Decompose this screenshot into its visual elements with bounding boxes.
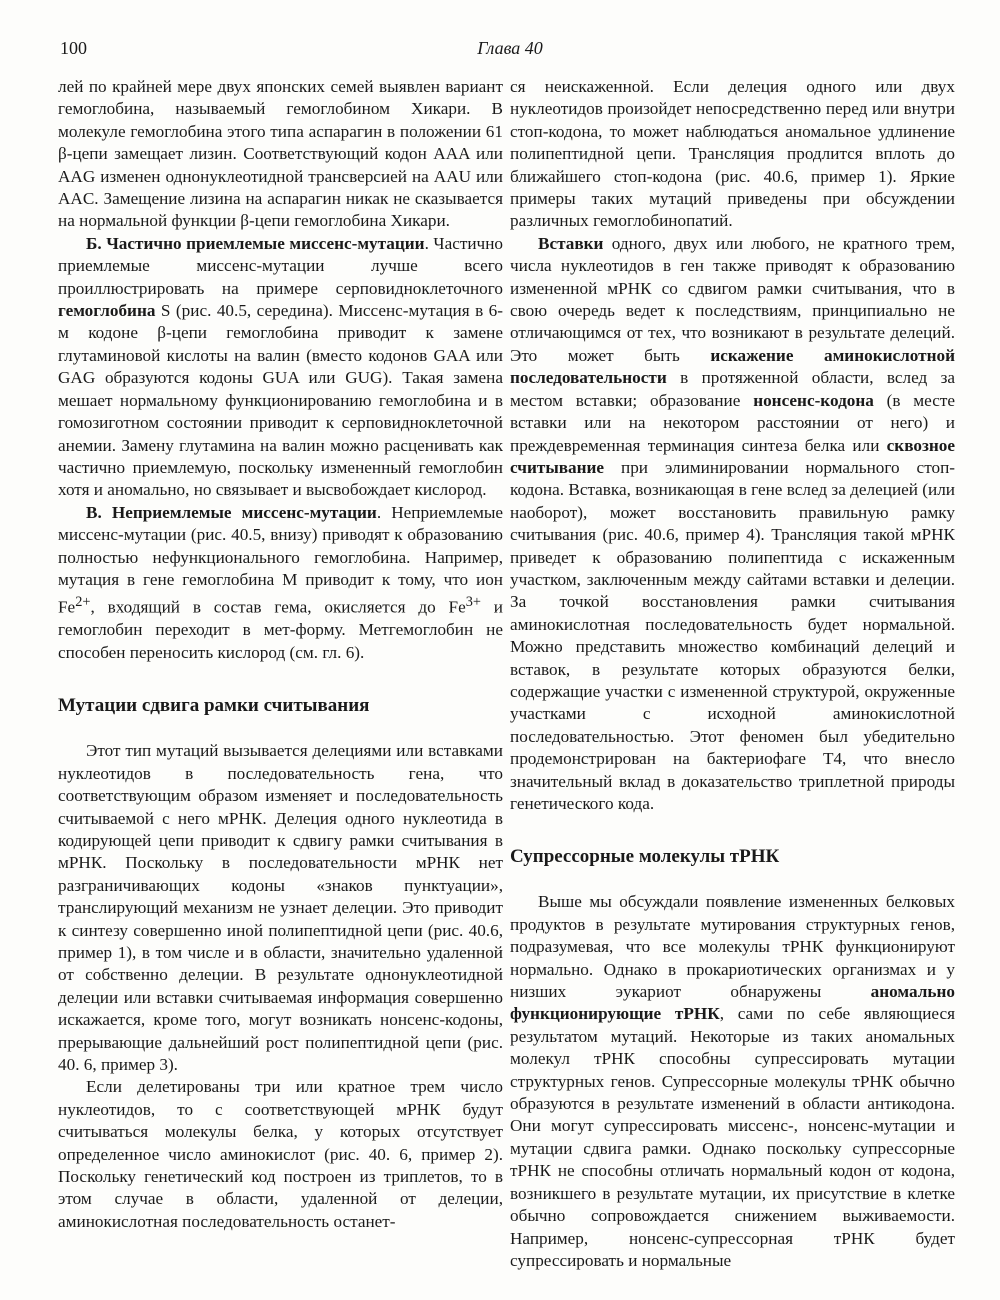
paragraph-partially-acceptable: Б. Частично приемлемые миссенс-мутации. Частично приемлемые миссенс-мутации лучше всего проиллюстрировать на примере серповидноклеточного гемоглобина S (рис. 40.5, середина). Миссенс-мутация в 6-м кодоне β-цепи гемоглобина приводит к замене глутаминовой кислоты на валин (вместо кодонов GAA или GAG образуются кодоны GUA или GUG). Такая замена мешает нормальному функционированию гемоглобина и в гомозиготном состоянии приводит к серповидноклеточной анемии. Замену глутамина на валин можно расценивать как частично приемлемую, поскольку измененный гемоглобин хотя и аномально, но связывает и высвобождает кислород. [58,233,503,500]
bold-term: гемоглобина [58,301,156,321]
paragraph: ся неискаженной. Если делеция одного или двух нуклеотидов произойдет непосредственно перед или внутри стоп-кодона, то может наблюдаться аномальное удлинение полипептидной цепи. Трансляция продлится вплоть до ближайшего стоп-кодона (рис. 40.6, пример 1). Яркие примеры таких мутаций приведены при обсуждении различных гемоглобинопатий. [510,77,955,231]
paragraph: Этот тип мутаций вызывается делециями или вставками нуклеотидов в последовательность гена, что соответствующим образом изменяет и последовательность считываемой с него мРНК. Делеция одного нуклеотида в кодирующей цепи приводит к сдвигу рамки считывания в мРНК. Поскольку в последовательности мРНК нет разграничивающих кодоны «знаков пунктуации», транслирующий механизм не узнает делеции. Это приводит к синтезу совершенно иной полипептидной цепи (рис. 40.6, пример 1), в том числе и в области, значительно удаленной от собственно делеции. В результате однонуклеотидной делеции или вставки считываемая информация совершенно искажается, кроме того, могут возникать нонсенс-кодоны, прерывающие дальнейший рост полипептидной цепи (рис. 40. 6, пример 3). [58,741,503,1074]
bold-term: Вставки [538,233,604,253]
bold-term: искажение аминокислотной последовательности [510,345,955,388]
left-column [58,76,503,1233]
paragraph: лей по крайней мере двух японских семей выявлен вариант гемоглобина, называемый гемоглобином Хикари. В молекуле гемоглобина этого типа аспарагин в положении 61 β-цепи замещает лизин. Соответствующий кодон AAA или AAG изменен однонуклеотидной трансверсией на AAU или AAC. Замещение лизина на аспарагин никак не сказывается на нормальной функции β-цепи гемоглобина Хикари. [58,77,503,231]
paragraph-suppressor: Выше мы обсуждали появление измененных белковых продуктов в результате мутирования структурных генов, подразумевая, что все молекулы тРНК функционируют нормально. Однако в прокариотических организмах и у низших эукариот обнаружены аномально функционирующие тРНК, сами по себе являющиеся результатом мутаций. Некоторые из таких аномальных молекул тРНК способны супрессировать мутации структурных генов. Супрессорные молекулы тРНК обычно образуются в результате изменений в области антикодона. Они могут супрессировать миссенс-, нонсенс-мутации и мутации сдвига рамки. Однако поскольку супрессорные тРНК не способны отличать нормальный кодон от кодона, возникшего в результате мутации, их присутствие в клетке обычно сопровождается снижением выживаемости. Например, нонсенс-супрессорная тРНК будет супрессировать и нормальные [510,892,955,1270]
subheading: Б. Частично приемлемые миссенс-мутации [86,233,425,253]
subheading: В. Неприемлемые миссенс-мутации [86,502,377,522]
page-header [60,38,960,68]
paragraph: Если делетированы три или кратное трем число нуклеотидов, то с соответствующей мРНК будут считываться молекулы белка, у которых отсутствует определенное число аминокислот (рис. 40. 6, пример 2). Поскольку генетический код построен из триплетов, то в этом случае в области, удаленной от делеции, аминокислотная последовательность останет- [58,1077,503,1231]
bold-term: сквозное считывание [510,435,955,477]
paragraph-unacceptable: В. Неприемлемые миссенс-мутации. Неприемлемые миссенс-мутации (рис. 40.5, внизу) приводят к образованию полностью нефункционального гемоглобина. Например, мутация в гене гемоглобина М приводит к тому, что ион $Fe^{2+}$, входящий в состав гема, окисляется до $Fe^{3+}$ и гемоглобин переходит в мет-форму. Метгемоглобин не способен переносить кислород (см. гл. 6). [58,502,504,662]
section-title-suppressor-trna: Супрессорные молекулы тРНК [510,846,780,868]
section-title-frameshift: Мутации сдвига рамки считывания [58,695,370,717]
running-title: Глава 40 [477,38,543,58]
bold-term: аномально функционирующие тРНК [510,982,955,1024]
bold-term: нонсенс-кодона [753,390,874,410]
right-column [510,76,955,1272]
page-number: 100 [60,38,87,58]
paragraph-insertions: Вставки одного, двух или любого, не кратного трем, числа нуклеотидов в ген также приводят к образованию измененной мРНК со сдвигом рамки считывания, что в свою очередь ведет к последствиям, принципиально не отличающимся от тех, что возникают в результате делеций. Это может быть искажение аминокислотной последовательности в протяженной области, вслед за местом вставки; образование нонсенс-кодона (в месте вставки или на некотором расстоянии от него) и преждевременная терминация синтеза белка или сквозное считывание при элиминировании нормального стоп-кодона. Вставка, возникающая в гене вслед за делецией (или наоборот), может восстановить правильную рамку считывания (рис. 40.6, пример 4). Трансляция такой мРНК приведет к образованию полипептида с искаженным участком, заключенным между сайтами вставки и делеции. За точкой восстановления рамки считывания аминокислотная последовательность будет нормальной. Можно представить множество комбинаций делеций и вставок, в результате которых образуются белки, содержащие участки с измененной структурой, окруженные участками с исходной аминокислотной последовательностью. Этот феномен был убедительно продемонстрирован на бактериофаге Т4, что внесло значительный вклад в доказательство триплетной природы генетического кода. [510,233,955,813]
